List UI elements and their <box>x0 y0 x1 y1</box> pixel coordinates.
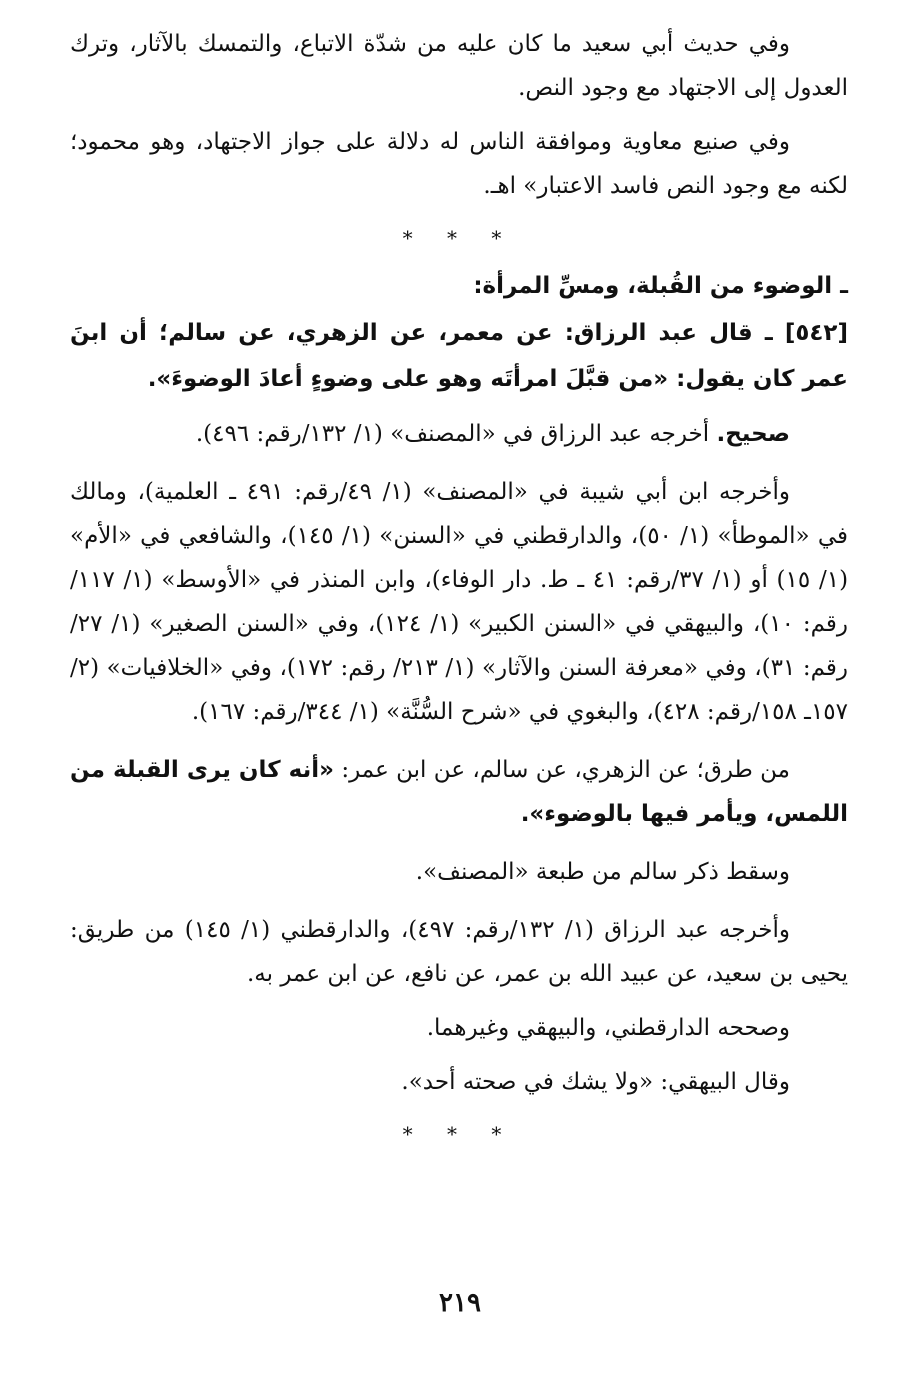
takhrij-paragraph: وأخرجه ابن أبي شيبة في «المصنف» (١/ ٤٩/رقم: ٤٩١ ـ العلمية)، ومالك في «الموطأ» (١/ ٥٠)، والدارقطني في «السنن» (١/ ١٤٥)، والشافعي في «الأم» (١/ ١٥) أو (١/ ٣٧/رقم: ٤١ ـ ط. دار الوفاء)، وابن المنذر في «الأوسط» (١/ ١١٧/رقم: ١٠)، والبيهقي في «السنن الكبير» (١/ ١٢٤)، وفي «السنن الصغير» (١/ ٢٧/رقم: ٣١)، وفي «معرفة السنن والآثار» (١/ ٢١٣/ رقم: ١٧٢)، وفي «الخلافيات» (٢/ ١٥٧ـ ١٥٨/رقم: ٤٢٨)، والبغوي في «شرح السُّنَّة» (١/ ٣٤٤/رقم: ١٦٧). <box>70 479 849 725</box>
dropped-note: وسقط ذكر سالم من طبعة «المصنف». <box>415 859 790 885</box>
page-body <box>70 22 848 1160</box>
turuq-paragraph <box>70 748 848 836</box>
section-separator-end: * * * <box>402 1122 516 1146</box>
grade-text: أخرجه عبد الرزاق في «المصنف» (١/ ١٣٢/رقم: ٤٩٦). <box>195 421 717 447</box>
page-number: ٢١٩ <box>439 1288 481 1318</box>
section-separator: * * * <box>402 226 516 250</box>
paragraph-muawiya: وفي صنيع معاوية وموافقة الناس له دلالة على جواز الاجتهاد، وهو محمود؛ لكنه مع وجود النص فاسد الاعتبار» اهـ. <box>70 129 848 199</box>
section-title: ـ الوضوء من القُبلة، ومسِّ المرأة: <box>473 273 848 299</box>
bayhaqi-quote: وقال البيهقي: «ولا يشك في صحته أحد». <box>401 1069 790 1095</box>
turuq-plain: من طرق؛ عن الزهري، عن سالم، عن ابن عمر: <box>333 757 790 783</box>
grade-word: صحيح. <box>716 421 790 447</box>
tashih-note: وصححه الدارقطني، والبيهقي وغيرهما. <box>426 1015 790 1041</box>
grade-paragraph <box>70 412 848 456</box>
turuq-quote: «أنه كان يرى القبلة من اللمس، ويأمر فيها بالوضوء». <box>70 757 848 827</box>
takhrij-abdurrazzaq: وأخرجه عبد الرزاق (١/ ١٣٢/رقم: ٤٩٧)، والدارقطني (١/ ١٤٥) من طريق: يحيى بن سعيد، عن عبيد الله بن عمر، عن نافع، عن ابن عمر به. <box>70 917 848 987</box>
paragraph-abu-said: وفي حديث أبي سعيد ما كان عليه من شدّة الاتباع، والتمسك بالآثار، وترك العدول إلى الاجتهاد مع وجود النص. <box>70 31 848 101</box>
hadith-text: [٥٤٢] ـ قال عبد الرزاق: عن معمر، عن الزهري، عن سالم؛ أن ابنَ عمر كان يقول: «من قبَّلَ امرأتَه وهو على وضوءٍ أعادَ الوضوءَ». <box>70 320 848 392</box>
